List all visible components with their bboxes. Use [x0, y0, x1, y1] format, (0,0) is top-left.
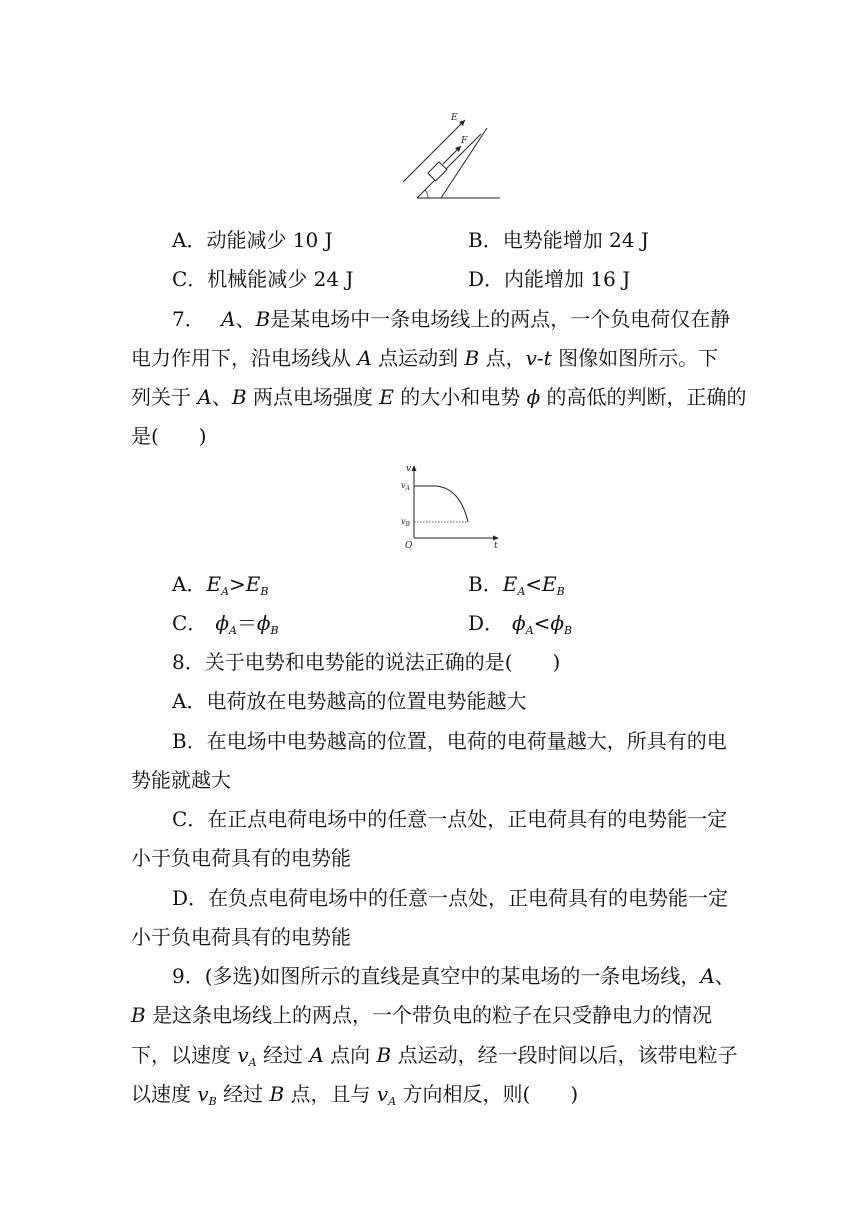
q7-point-b: B — [231, 385, 247, 409]
q7-option-a — [172, 570, 268, 606]
q8-option-d-line1: D．在负点电荷电场中的任意一点处，正电荷具有的电势能一定 — [172, 886, 729, 910]
q7-option-d — [468, 609, 572, 645]
vt-graph — [396, 462, 506, 552]
q9-line-3 — [131, 1041, 738, 1077]
q7-line-4: 是( ) — [131, 424, 207, 448]
label-O: O — [405, 541, 413, 551]
q9-point-b: B — [376, 1043, 392, 1067]
q7-text: 电力作用下，沿电场线从 — [131, 346, 358, 370]
label-E: E — [451, 113, 458, 123]
q7-var-e: E — [379, 385, 394, 409]
q9-text: 9．(多选)如图所示的直线是真空中的某电场的一条电场线， — [172, 964, 701, 988]
q7-point-a: A — [221, 307, 236, 331]
q7-line-2 — [131, 344, 718, 372]
q8-option-b-line1: B．在电场中电势越高的位置，电荷的电荷量越大，所具有的电 — [172, 729, 727, 753]
less-than: < — [525, 572, 543, 596]
q6-option-d: D．内能增加 16 J — [468, 267, 631, 291]
v-axis-arrow — [412, 465, 417, 471]
subscript-a: A — [228, 624, 237, 637]
block — [428, 162, 447, 181]
option-label: A． — [172, 572, 207, 596]
q9-var-v: v — [197, 1082, 209, 1106]
subscript-a: A — [517, 585, 526, 598]
q7-point-b: B — [255, 307, 271, 331]
q8-option-b-line2: 势能就越大 — [131, 768, 231, 792]
label-F: F — [461, 136, 468, 146]
option-label: C． — [172, 611, 208, 635]
subscript-a: A — [525, 624, 534, 637]
q9-point-a: A — [309, 1043, 324, 1067]
q7-text: 两点电场强度 — [246, 385, 380, 409]
label-vB: $v_B$ — [401, 517, 410, 528]
q9-text: 下，以速度 — [131, 1043, 238, 1067]
subscript-a: A — [388, 1095, 397, 1108]
q7-text: 、 — [211, 385, 232, 409]
t-axis-arrow — [493, 536, 499, 541]
var-phi: ϕ — [512, 611, 526, 635]
label-v: v — [406, 464, 412, 474]
q7-point-a: A — [197, 385, 212, 409]
q7-text: 图像如图所示。下 — [551, 346, 719, 370]
q9-text: 点，且与 — [284, 1082, 377, 1106]
vt-curve — [414, 486, 468, 522]
q7-text: 的大小和电势 — [393, 385, 527, 409]
q9-line-4 — [131, 1080, 578, 1116]
subscript-b: B — [270, 624, 279, 637]
q7-text: - — [536, 346, 544, 370]
q7-line-1 — [172, 305, 730, 333]
q7-number: 7． — [172, 307, 205, 331]
q7-line-3 — [131, 383, 747, 411]
incline-field-figure — [395, 108, 510, 204]
var-phi: ϕ — [550, 611, 565, 635]
q9-var-v: v — [376, 1082, 389, 1106]
option-label: D． — [468, 611, 505, 635]
var-e: E — [206, 572, 222, 596]
q8-stem: 8．关于电势和电势能的说法正确的是( ) — [172, 650, 561, 674]
q9-text: 、 — [714, 964, 735, 988]
q9-line-2 — [131, 1001, 712, 1029]
greater-than: > — [229, 572, 246, 596]
q6-option-a: A．动能减少 10 J — [172, 228, 333, 252]
q7-point-b: B — [464, 346, 480, 370]
q6-option-c: C．机械能减少 24 J — [172, 267, 354, 291]
q7-text: 列关于 — [131, 385, 198, 409]
q7-option-c — [172, 609, 279, 645]
equals: ＝ — [236, 611, 257, 635]
q7-var-t: t — [543, 346, 552, 370]
q7-option-b — [468, 570, 565, 606]
label-vA: $v_A$ — [401, 481, 410, 492]
q8-option-c-line1: C．在正点电荷电场中的任意一点处，正电荷具有的电势能一定 — [172, 807, 728, 831]
q7-var-v: v — [525, 346, 537, 370]
subscript-b: B — [260, 585, 269, 598]
subscript-a: A — [221, 585, 230, 598]
subscript-b: B — [208, 1095, 217, 1108]
q9-point-b: B — [269, 1082, 285, 1106]
less-than: < — [533, 611, 551, 635]
q7-text: 点， — [479, 346, 526, 370]
label-t: t — [494, 541, 498, 551]
incline-angle-arc — [425, 190, 428, 198]
q7-text: 点运动到 — [371, 346, 465, 370]
q7-var-phi: ϕ — [526, 385, 541, 409]
var-phi: ϕ — [256, 611, 271, 635]
q9-line-1 — [172, 962, 735, 990]
q9-point-b: B — [131, 1003, 146, 1027]
q6-option-b: B．电势能增加 24 J — [468, 228, 649, 252]
q8-option-d-line2: 小于负电荷具有的电势能 — [131, 925, 351, 949]
q7-point-a: A — [357, 346, 372, 370]
q9-text: 经过 — [216, 1082, 270, 1106]
var-e: E — [542, 572, 557, 596]
option-label: B． — [468, 572, 503, 596]
q9-text: 经过 — [256, 1043, 310, 1067]
q9-text: 点运动，经一段时间以后，该带电粒子 — [391, 1043, 738, 1067]
q7-text: 是某电场中一条电场线上的两点，一个负电荷仅在静 — [270, 307, 731, 331]
q8-option-c-line2: 小于负电荷具有的电势能 — [131, 846, 351, 870]
q9-var-v: v — [237, 1043, 249, 1067]
q7-text: 的高低的判断，正确的 — [540, 385, 747, 409]
var-phi: ϕ — [215, 611, 229, 635]
var-e: E — [502, 572, 518, 596]
q9-text: 点向 — [323, 1043, 377, 1067]
q9-text: 方向相反，则( ) — [396, 1082, 579, 1106]
q7-text: 、 — [235, 307, 256, 331]
subscript-a: A — [248, 1056, 257, 1069]
q9-text: 以速度 — [131, 1082, 198, 1106]
subscript-b: B — [564, 624, 573, 637]
subscript-b: B — [556, 585, 565, 598]
q9-point-a: A — [700, 964, 715, 988]
incline-slope — [417, 134, 481, 198]
q8-option-a: A．电荷放在电势越高的位置电势能越大 — [172, 689, 527, 713]
q9-text: 是这条电场线上的两点，一个带负电的粒子在只受静电力的情况 — [145, 1003, 713, 1027]
var-e: E — [245, 572, 261, 596]
